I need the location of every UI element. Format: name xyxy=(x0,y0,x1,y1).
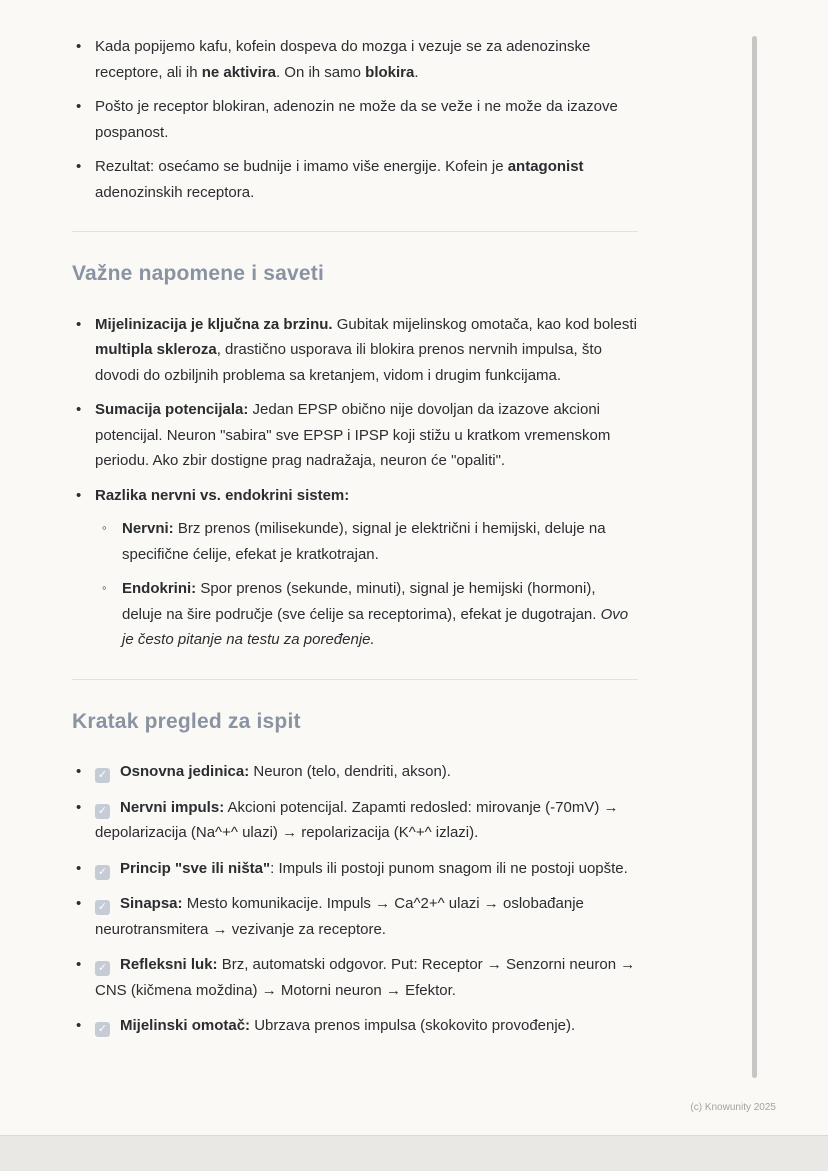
bullet-icon: • xyxy=(76,798,82,816)
bullet-icon: • xyxy=(76,315,82,333)
text: Brz, automatski odgovor. Put: Receptor → Senzorni neuron → CNS (kičmena moždina) → Motorni neuron → Efektor. xyxy=(95,956,636,999)
italic-text: Ovo je često pitanje na testu za poređenje. xyxy=(122,605,629,649)
text: , drastično usporava ili blokira prenos nervnih impulsa, što dovodi do ozbiljnih problema sa kretanjem, vidom i drugim funkcijama. xyxy=(95,341,602,384)
bullet-icon: • xyxy=(76,1017,82,1035)
bullet-icon: • xyxy=(76,763,82,781)
text: Gubitak mijelinskog omotača, kao kod bolesti xyxy=(332,315,637,333)
list-item xyxy=(72,952,638,1003)
text: adenozinskih receptora. xyxy=(95,183,255,201)
list-item xyxy=(95,516,638,567)
bullets-list xyxy=(72,34,638,205)
section-heading: Važne napomene i saveti xyxy=(72,262,325,285)
copyright-footer: (c) Knowunity 2025 xyxy=(690,1102,776,1113)
text: Jedan EPSP obično nije dovoljan da izazove akcioni potencijal. Neuron "sabira" sve EPSP i IPSP koji stižu u kratkom vremenskom periodu. Ako zbir dostigne prag nadražaja, neuron će "opaliti". xyxy=(95,401,611,470)
text: Kada popijemo kafu, kofein dospeva do mozga i vezuje se za adenozinske receptore, ali ih xyxy=(95,38,591,81)
checklist-list xyxy=(72,759,638,1039)
list-item xyxy=(95,576,638,653)
bullet-icon: • xyxy=(76,158,82,175)
text: Akcioni potencijal. Zapamti redosled: mirovanje (-70mV) → depolarizacija (Na^+^ ulazi) → repolarizacija (K^+^ izlazi). xyxy=(95,798,619,842)
text: . On ih samo xyxy=(275,63,366,81)
bold-text: Razlika nervni vs. endokrini sistem: xyxy=(95,486,350,504)
list-item xyxy=(72,759,638,785)
bold-text: Refleksni luk: xyxy=(120,956,218,974)
text: Rezultat: osećamo se budnije i imamo više energije. Kofein je xyxy=(95,158,508,175)
bold-text: Sumacija potencijala: xyxy=(95,401,249,419)
checkbox-checked-icon: ✓ xyxy=(95,961,110,976)
text: : Impuls ili postoji punom snagom ili ne postoji uopšte. xyxy=(270,859,628,877)
checkbox-checked-icon: ✓ xyxy=(95,1022,110,1037)
bold-text: Osnovna jedinica: xyxy=(120,763,250,781)
bullet-icon: • xyxy=(76,895,82,913)
bold-text: Nervni: xyxy=(122,520,174,538)
text: Pošto je receptor blokiran, adenozin ne može da se veže i ne može da izazove pospanost. xyxy=(95,98,618,141)
page-bottom-edge xyxy=(0,1135,828,1171)
list-item xyxy=(72,154,638,205)
text: . xyxy=(414,63,419,81)
text: Mesto komunikacije. Impuls → Ca^2+^ ulazi → oslobađanje neurotransmitera → vezivanje za receptore. xyxy=(95,895,584,938)
list-item xyxy=(72,483,638,653)
bullet-icon: • xyxy=(76,956,82,974)
list-item xyxy=(72,891,638,942)
list-item xyxy=(72,312,638,389)
list-item xyxy=(72,795,638,846)
list-item xyxy=(72,856,638,882)
list-item xyxy=(72,1013,638,1039)
bold-text: blokira xyxy=(365,63,415,81)
sub-bullet-icon: ◦ xyxy=(102,520,107,536)
bold-text: multipla skleroza xyxy=(95,341,217,359)
checkbox-checked-icon: ✓ xyxy=(95,900,110,915)
checkbox-checked-icon: ✓ xyxy=(95,865,110,880)
list-item xyxy=(72,94,638,145)
bullet-icon: • xyxy=(76,38,82,55)
bold-text: ne aktivira xyxy=(201,63,276,81)
section-heading: Kratak pregled za ispit xyxy=(72,709,301,733)
section-divider xyxy=(72,231,638,232)
bullet-icon: • xyxy=(76,401,82,419)
text: Ubrzava prenos impulsa (skokovito provođenje). xyxy=(250,1017,576,1035)
bold-text: Sinapsa: xyxy=(120,895,183,913)
list-item xyxy=(72,34,638,85)
section-divider xyxy=(72,679,638,680)
sub-list xyxy=(95,516,638,653)
bullet-icon: • xyxy=(76,486,82,504)
checkbox-checked-icon: ✓ xyxy=(95,768,110,783)
list-item xyxy=(72,397,638,474)
text: Spor prenos (sekunde, minuti), signal je hemijski (hormoni), deluje na šire područje (sve ćelije sa receptorima), efekat je dugotrajan. xyxy=(122,580,601,623)
bold-text: Nervni impuls: xyxy=(120,798,225,816)
bullets-list xyxy=(72,312,638,653)
sub-bullet-icon: ◦ xyxy=(102,580,107,596)
document-body xyxy=(72,34,638,1049)
bold-text: Mijelinizacija je ključna za brzinu. xyxy=(95,315,333,333)
bold-text: Princip "sve ili ništa" xyxy=(120,859,271,877)
checkbox-checked-icon: ✓ xyxy=(95,804,110,819)
scrollbar[interactable] xyxy=(752,36,757,1078)
text: Brz prenos (milisekunde), signal je električni i hemijski, deluje na specifične ćelije, efekat je kratkotrajan. xyxy=(122,520,606,563)
bullet-icon: • xyxy=(76,98,82,115)
text: Neuron (telo, dendriti, akson). xyxy=(249,763,451,781)
bold-text: Mijelinski omotač: xyxy=(120,1017,251,1035)
bold-text: antagonist xyxy=(507,158,584,175)
bullet-icon: • xyxy=(76,859,82,877)
bold-text: Endokrini: xyxy=(122,580,197,598)
